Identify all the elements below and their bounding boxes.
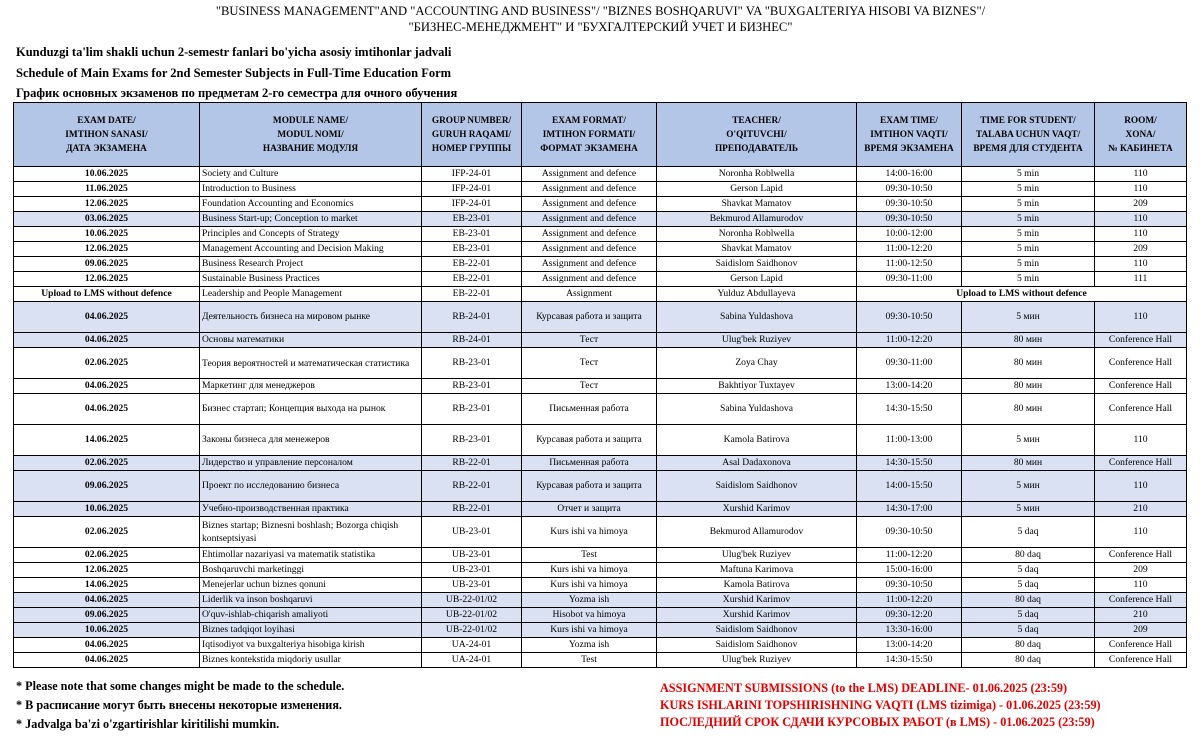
room-cell: Conference Hall (1095, 593, 1187, 608)
exam-format-cell: Test (522, 653, 657, 668)
col-header-teacher: TEACHER/ O'QITUVCHI/ ПРЕПОДАВАТЕЛЬ (657, 103, 857, 167)
table-row (14, 257, 1187, 272)
exam-time-cell: 14:30-15:50 (857, 653, 962, 668)
col-header-room: ROOM/ XONA/ № КАБИНЕТА (1095, 103, 1187, 167)
module-name-cell: O'quv-ishlab-chiqarish amaliyoti (200, 608, 422, 623)
exam-time-cell: 09:30-10:50 (857, 197, 962, 212)
module-name-cell: Menejerlar uchun biznes qonuni (200, 578, 422, 593)
teacher-cell: Noronha Roblwella (657, 167, 857, 182)
exam-date-cell: 09.06.2025 (14, 608, 200, 623)
exam-format-cell: Тест (522, 333, 657, 348)
teacher-cell: Bakhtiyor Tuxtayev (657, 379, 857, 394)
room-cell: 110 (1095, 425, 1187, 456)
teacher-cell: Ulug'bek Ruziyev (657, 653, 857, 668)
note-en: * Please note that some changes might be made to the schedule. (16, 679, 345, 693)
teacher-cell: Saidislom Saidhonov (657, 257, 857, 272)
table-row (14, 379, 1187, 394)
student-time-cell: 5 мин (962, 302, 1095, 333)
group-number-cell: RB-23-01 (422, 394, 522, 425)
table-row (14, 242, 1187, 257)
table-row (14, 197, 1187, 212)
module-name-cell: Leadership and People Management (200, 287, 422, 302)
room-cell: 210 (1095, 608, 1187, 623)
module-name-cell: Foundation Accounting and Economics (200, 197, 422, 212)
group-number-cell: IFP-24-01 (422, 197, 522, 212)
teacher-cell: Xurshid Karimov (657, 608, 857, 623)
table-row (14, 287, 1187, 302)
module-name-cell: Лидерство и управление персоналом (200, 456, 422, 471)
exam-date-cell: 12.06.2025 (14, 197, 200, 212)
exam-time-cell: 09:30-11:00 (857, 348, 962, 379)
module-name-cell: Ehtimollar nazariyasi va matematik statistika (200, 548, 422, 563)
teacher-cell: Xurshid Karimov (657, 502, 857, 517)
exam-format-cell: Hisobot va himoya (522, 608, 657, 623)
exam-date-cell: 03.06.2025 (14, 212, 200, 227)
student-time-cell: 5 daq (962, 623, 1095, 638)
exam-time-cell: 11:00-12:50 (857, 257, 962, 272)
exam-format-cell: Assignment and defence (522, 167, 657, 182)
module-name-cell: Маркетинг для менеджеров (200, 379, 422, 394)
table-row (14, 272, 1187, 287)
title-line-1: "BUSINESS MANAGEMENT"AND "ACCOUNTING AND BUSINESS"/ "BIZNES BOSHQARUVI" VA "BUXGALTERIYA HISOBI VA BIZNES"/ (215, 4, 986, 18)
exam-date-cell: 10.06.2025 (14, 167, 200, 182)
exam-time-cell: 11:00-12:20 (857, 333, 962, 348)
exam-format-cell: Assignment and defence (522, 257, 657, 272)
exam-date-cell: 02.06.2025 (14, 517, 200, 548)
teacher-cell: Shavkat Mamatov (657, 242, 857, 257)
student-time-cell: 5 daq (962, 608, 1095, 623)
note-ru: * В расписание могут быть внесены некоторые изменения. (16, 698, 342, 712)
exam-time-cell: 15:00-16:00 (857, 563, 962, 578)
student-time-cell: 80 мин (962, 348, 1095, 379)
exam-schedule-table (13, 102, 1187, 668)
module-name-cell: Boshqaruvchi marketinggi (200, 563, 422, 578)
room-cell: Conference Hall (1095, 456, 1187, 471)
exam-date-cell: 11.06.2025 (14, 182, 200, 197)
module-name-cell: Учебно-производственная практика (200, 502, 422, 517)
group-number-cell: UB-23-01 (422, 548, 522, 563)
group-number-cell: UB-23-01 (422, 517, 522, 548)
exam-date-cell: 12.06.2025 (14, 242, 200, 257)
group-number-cell: UB-23-01 (422, 578, 522, 593)
room-cell: 110 (1095, 471, 1187, 502)
module-name-cell: Деятельность бизнеса на мировом рынке (200, 302, 422, 333)
exam-date-cell: 04.06.2025 (14, 638, 200, 653)
exam-format-cell: Курсавая работа и защита (522, 425, 657, 456)
exam-date-cell: 09.06.2025 (14, 257, 200, 272)
table-row (14, 167, 1187, 182)
module-name-cell: Principles and Concepts of Strategy (200, 227, 422, 242)
table-row (14, 578, 1187, 593)
module-name-cell: Законы бизнеса для менежеров (200, 425, 422, 456)
module-name-cell: Основы математики (200, 333, 422, 348)
group-number-cell: IFP-24-01 (422, 182, 522, 197)
room-cell: 209 (1095, 242, 1187, 257)
table-row (14, 212, 1187, 227)
student-time-cell: 5 мин (962, 425, 1095, 456)
room-cell: Conference Hall (1095, 548, 1187, 563)
exam-date-cell: 02.06.2025 (14, 348, 200, 379)
exam-date-cell: 04.06.2025 (14, 394, 200, 425)
student-time-cell: 5 min (962, 272, 1095, 287)
student-time-cell: 5 daq (962, 517, 1095, 548)
exam-format-cell: Assignment and defence (522, 272, 657, 287)
table-row (14, 638, 1187, 653)
teacher-cell: Asal Dadaxonova (657, 456, 857, 471)
room-cell: Conference Hall (1095, 653, 1187, 668)
exam-time-cell: 09:30-11:00 (857, 272, 962, 287)
exam-format-cell: Assignment and defence (522, 197, 657, 212)
exam-date-cell: 04.06.2025 (14, 653, 200, 668)
table-row (14, 593, 1187, 608)
student-time-cell: 80 мин (962, 379, 1095, 394)
exam-format-cell: Kurs ishi va himoya (522, 517, 657, 548)
module-name-cell: Iqtisodiyot va buxgalteriya hisobiga kirish (200, 638, 422, 653)
exam-format-cell: Kurs ishi va himoya (522, 623, 657, 638)
room-cell: 209 (1095, 197, 1187, 212)
teacher-cell: Zoya Chay (657, 348, 857, 379)
module-name-cell: Biznes startap; Biznesni boshlash; Bozorga chiqish kontseptsiyasi (200, 517, 422, 548)
col-header-group: GROUP NUMBER/ GURUH RAQAMI/ НОМЕР ГРУППЫ (422, 103, 522, 167)
exam-format-cell: Assignment and defence (522, 242, 657, 257)
module-name-cell: Society and Culture (200, 167, 422, 182)
group-number-cell: RB-23-01 (422, 348, 522, 379)
exam-date-cell: 10.06.2025 (14, 623, 200, 638)
student-time-cell: 80 daq (962, 638, 1095, 653)
table-row (14, 502, 1187, 517)
exam-format-cell: Assignment and defence (522, 212, 657, 227)
exam-time-cell: 09:30-10:50 (857, 517, 962, 548)
room-cell: Conference Hall (1095, 379, 1187, 394)
teacher-cell: Yulduz Abdullayeva (657, 287, 857, 302)
table-row (14, 348, 1187, 379)
table-body (14, 167, 1187, 668)
group-number-cell: UA-24-01 (422, 638, 522, 653)
student-time-cell: 80 daq (962, 653, 1095, 668)
exam-format-cell: Assignment (522, 287, 657, 302)
group-number-cell: EB-23-01 (422, 212, 522, 227)
exam-format-cell: Письменная работа (522, 394, 657, 425)
exam-format-cell: Курсавая работа и защита (522, 302, 657, 333)
student-time-cell: 5 мин (962, 502, 1095, 517)
col-header-format: EXAM FORMAT/ IMTIHON FORMATI/ ФОРМАТ ЭКЗАМЕНА (522, 103, 657, 167)
exam-format-cell: Yozma ish (522, 593, 657, 608)
student-time-cell: 5 min (962, 212, 1095, 227)
group-number-cell: EB-22-01 (422, 287, 522, 302)
student-time-cell: 5 мин (962, 471, 1095, 502)
group-number-cell: EB-22-01 (422, 272, 522, 287)
teacher-cell: Bekmurod Allamurodov (657, 517, 857, 548)
exam-date-cell: 12.06.2025 (14, 272, 200, 287)
room-cell: 209 (1095, 623, 1187, 638)
exam-time-cell: 09:30-10:50 (857, 182, 962, 197)
teacher-cell: Saidislom Saidhonov (657, 623, 857, 638)
room-cell: 210 (1095, 502, 1187, 517)
exam-format-cell: Yozma ish (522, 638, 657, 653)
exam-time-cell: 14:30-15:50 (857, 456, 962, 471)
teacher-cell: Ulug'bek Ruziyev (657, 548, 857, 563)
module-name-cell: Проект по исследованию бизнеса (200, 471, 422, 502)
module-name-cell: Management Accounting and Decision Making (200, 242, 422, 257)
room-cell: 110 (1095, 167, 1187, 182)
table-row (14, 333, 1187, 348)
room-cell: Conference Hall (1095, 348, 1187, 379)
exam-format-cell: Kurs ishi va himoya (522, 563, 657, 578)
room-cell: 110 (1095, 578, 1187, 593)
exam-time-cell: 14:30-15:50 (857, 394, 962, 425)
room-cell: 111 (1095, 272, 1187, 287)
student-time-cell: 80 мин (962, 394, 1095, 425)
student-time-cell: 80 daq (962, 593, 1095, 608)
group-number-cell: RB-22-01 (422, 471, 522, 502)
student-time-cell: 5 daq (962, 578, 1095, 593)
exam-time-cell: 09:30-10:50 (857, 578, 962, 593)
student-time-cell: 5 daq (962, 563, 1095, 578)
exam-time-cell: 11:00-13:00 (857, 425, 962, 456)
table-row (14, 563, 1187, 578)
student-time-cell: 5 min (962, 227, 1095, 242)
exam-date-cell: 04.06.2025 (14, 333, 200, 348)
group-number-cell: EB-23-01 (422, 227, 522, 242)
exam-time-cell: 14:30-17:00 (857, 502, 962, 517)
deadline-en: ASSIGNMENT SUBMISSIONS (to the LMS) DEADLINE- 01.06.2025 (23:59) (660, 681, 1068, 695)
exam-date-cell: 12.06.2025 (14, 563, 200, 578)
exam-time-cell: 09:30-12:20 (857, 608, 962, 623)
room-cell: 110 (1095, 302, 1187, 333)
student-time-cell: 80 daq (962, 548, 1095, 563)
exam-date-cell: 04.06.2025 (14, 302, 200, 333)
teacher-cell: Kamola Batirova (657, 425, 857, 456)
table-row (14, 517, 1187, 548)
title-line-2: "БИЗНЕС-МЕНЕДЖМЕНТ" И "БУХГАЛТЕРСКИЙ УЧЕТ И БИЗНЕС" (408, 20, 793, 34)
module-name-cell: Теория вероятностей и математическая статистика (200, 348, 422, 379)
subtitle-uz: Kunduzgi ta'lim shakli uchun 2-semestr fanlari bo'yicha asosiy imtihonlar jadvali (16, 45, 452, 59)
subtitle-ru: График основных экзаменов по предметам 2-го семестра для очного обучения (16, 86, 458, 100)
exam-time-cell: 11:00-12:20 (857, 242, 962, 257)
table-header-row (14, 103, 1187, 167)
exam-time-cell: 14:00-15:50 (857, 471, 962, 502)
group-number-cell: RB-23-01 (422, 425, 522, 456)
module-name-cell: Business Research Project (200, 257, 422, 272)
room-cell: Conference Hall (1095, 394, 1187, 425)
table-row (14, 227, 1187, 242)
group-number-cell: UA-24-01 (422, 653, 522, 668)
exam-format-cell: Письменная работа (522, 456, 657, 471)
teacher-cell: Sabina Yuldashova (657, 394, 857, 425)
exam-format-cell: Курсавая работа и защита (522, 471, 657, 502)
module-name-cell: Liderlik va inson boshqaruvi (200, 593, 422, 608)
group-number-cell: RB-24-01 (422, 302, 522, 333)
exam-format-cell: Тест (522, 379, 657, 394)
teacher-cell: Ulug'bek Ruziyev (657, 333, 857, 348)
module-name-cell: Sustainable Business Practices (200, 272, 422, 287)
exam-date-cell: 14.06.2025 (14, 425, 200, 456)
group-number-cell: EB-23-01 (422, 242, 522, 257)
room-cell: Conference Hall (1095, 638, 1187, 653)
room-cell: 209 (1095, 563, 1187, 578)
room-cell: Conference Hall (1095, 333, 1187, 348)
teacher-cell: Gerson Lapid (657, 272, 857, 287)
col-header-module: MODULE NAME/ MODUL NOMI/ НАЗВАНИЕ МОДУЛЯ (200, 103, 422, 167)
group-number-cell: RB-22-01 (422, 502, 522, 517)
group-number-cell: UB-22-01/02 (422, 608, 522, 623)
student-time-cell: 5 min (962, 197, 1095, 212)
exam-date-cell: 04.06.2025 (14, 379, 200, 394)
group-number-cell: RB-22-01 (422, 456, 522, 471)
exam-date-cell: 02.06.2025 (14, 548, 200, 563)
group-number-cell: UB-22-01/02 (422, 623, 522, 638)
exam-time-cell: 14:00-16:00 (857, 167, 962, 182)
table-row (14, 456, 1187, 471)
table-row (14, 394, 1187, 425)
teacher-cell: Gerson Lapid (657, 182, 857, 197)
exam-time-cell: 10:00-12:00 (857, 227, 962, 242)
module-name-cell: Бизнес стартап; Концепция выхода на рынок (200, 394, 422, 425)
student-time-cell: 80 мин (962, 333, 1095, 348)
teacher-cell: Saidislom Saidhonov (657, 471, 857, 502)
exam-format-cell: Assignment and defence (522, 227, 657, 242)
module-name-cell: Biznes tadqiqot loyihasi (200, 623, 422, 638)
table-row (14, 471, 1187, 502)
teacher-cell: Xurshid Karimov (657, 593, 857, 608)
student-time-cell: 5 min (962, 167, 1095, 182)
table-row (14, 182, 1187, 197)
exam-time-cell: 13:30-16:00 (857, 623, 962, 638)
exam-time-cell: 11:00-12:20 (857, 593, 962, 608)
exam-date-cell: 10.06.2025 (14, 227, 200, 242)
exam-date-cell: 10.06.2025 (14, 502, 200, 517)
room-cell: 110 (1095, 212, 1187, 227)
exam-time-cell: 13:00-14:20 (857, 638, 962, 653)
module-name-cell: Biznes kontekstida miqdoriy usullar (200, 653, 422, 668)
exam-date-cell: 09.06.2025 (14, 471, 200, 502)
room-cell: 110 (1095, 227, 1187, 242)
room-cell: 110 (1095, 517, 1187, 548)
teacher-cell: Shavkat Mamatov (657, 197, 857, 212)
exam-date-cell: Upload to LMS without defence (14, 287, 200, 302)
student-time-cell: 80 мин (962, 456, 1095, 471)
group-number-cell: RB-24-01 (422, 333, 522, 348)
table-row (14, 425, 1187, 456)
teacher-cell: Maftuna Karimova (657, 563, 857, 578)
exam-format-cell: Отчет и защита (522, 502, 657, 517)
table-row (14, 302, 1187, 333)
student-time-cell: 5 min (962, 182, 1095, 197)
exam-time-cell: 09:30-10:50 (857, 212, 962, 227)
exam-date-cell: 14.06.2025 (14, 578, 200, 593)
col-header-date: EXAM DATE/ IMTIHON SANASI/ ДАТА ЭКЗАМЕНА (14, 103, 200, 167)
note-uz: * Jadvalga ba'zi o'zgartirishlar kiritilishi mumkin. (16, 717, 280, 731)
group-number-cell: RB-23-01 (422, 379, 522, 394)
teacher-cell: Sabina Yuldashova (657, 302, 857, 333)
exam-date-cell: 04.06.2025 (14, 593, 200, 608)
exam-format-cell: Assignment and defence (522, 182, 657, 197)
group-number-cell: UB-23-01 (422, 563, 522, 578)
exam-format-cell: Тест (522, 348, 657, 379)
col-header-time: EXAM TIME/ IMTIHON VAQTI/ ВРЕМЯ ЭКЗАМЕНА (857, 103, 962, 167)
module-name-cell: Introduction to Business (200, 182, 422, 197)
teacher-cell: Kamola Batirova (657, 578, 857, 593)
subtitle-en: Schedule of Main Exams for 2nd Semester Subjects in Full-Time Education Form (16, 66, 452, 80)
upload-note-cell: Upload to LMS without defence (857, 287, 1187, 302)
exam-time-cell: 11:00-12:20 (857, 548, 962, 563)
table-row (14, 653, 1187, 668)
table-row (14, 608, 1187, 623)
student-time-cell: 5 min (962, 242, 1095, 257)
exam-date-cell: 02.06.2025 (14, 456, 200, 471)
group-number-cell: UB-22-01/02 (422, 593, 522, 608)
table-row (14, 623, 1187, 638)
teacher-cell: Noronha Roblwella (657, 227, 857, 242)
exam-format-cell: Test (522, 548, 657, 563)
module-name-cell: Business Start-up; Conception to market (200, 212, 422, 227)
deadline-ru: ПОСЛЕДНИЙ СРОК СДАЧИ КУРСОВЫХ РАБОТ (в LMS) - 01.06.2025 (23:59) (660, 715, 1095, 729)
exam-format-cell: Kurs ishi va himoya (522, 578, 657, 593)
room-cell: 110 (1095, 182, 1187, 197)
exam-time-cell: 09:30-10:50 (857, 302, 962, 333)
teacher-cell: Bekmurod Allamurodov (657, 212, 857, 227)
table-row (14, 548, 1187, 563)
col-header-student-time: TIME FOR STUDENT/ TALABA UCHUN VAQT/ ВРЕМЯ ДЛЯ СТУДЕНТА (962, 103, 1095, 167)
room-cell: 110 (1095, 257, 1187, 272)
student-time-cell: 5 min (962, 257, 1095, 272)
group-number-cell: EB-22-01 (422, 257, 522, 272)
group-number-cell: IFP-24-01 (422, 167, 522, 182)
exam-time-cell: 13:00-14:20 (857, 379, 962, 394)
deadline-uz: KURS ISHLARINI TOPSHIRISHNING VAQTI (LMS tizimiga) - 01.06.2025 (23:59) (660, 698, 1101, 712)
teacher-cell: Saidislom Saidhonov (657, 638, 857, 653)
